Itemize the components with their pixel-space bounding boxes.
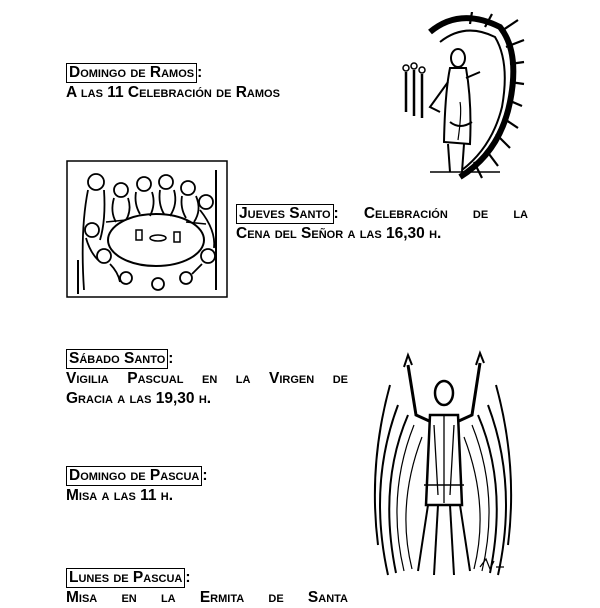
event-domingo-de-ramos: Domingo de Ramos : A las 11 Celebración de Ramos [66, 63, 356, 103]
event-sabado-santo: Sábado Santo : Vigilia Pascual en la Virgen de Gracia a las 19,30 h. [66, 350, 348, 407]
event-title: Jueves Santo [236, 204, 334, 224]
last-supper-illustration [66, 160, 228, 298]
event-domingo-de-pascua: Domingo de Pascua : Misa a las 11 h. [66, 466, 348, 506]
event-text: Misa a las 11 h. [66, 487, 174, 504]
event-title: Domingo de Pascua [66, 466, 202, 486]
event-text-line1: Vigilia Pascual en la Virgen de [66, 370, 348, 387]
event-jueves-santo: Jueves Santo : Celebración de la Cena del Señor a las 16,30 h. [236, 205, 528, 242]
event-text: A las 11 Celebración de Ramos [66, 84, 280, 101]
jesus-with-palms-illustration [400, 12, 525, 180]
event-text-line1: Misa en la Ermita de Santa [66, 589, 348, 606]
event-lunes-de-pascua: Lunes de Pascua : Misa en la Ermita de Santa [66, 569, 348, 606]
event-title: Domingo de Ramos [66, 63, 197, 83]
risen-christ-illustration [368, 345, 518, 581]
event-title: Lunes de Pascua [66, 568, 185, 588]
event-text-line2: Gracia a las 19,30 h. [66, 390, 212, 407]
event-text-line2: Cena del Señor a las 16,30 h. [236, 225, 442, 242]
event-text-line1: Celebración de la [363, 205, 528, 222]
event-title: Sábado Santo [66, 349, 168, 369]
